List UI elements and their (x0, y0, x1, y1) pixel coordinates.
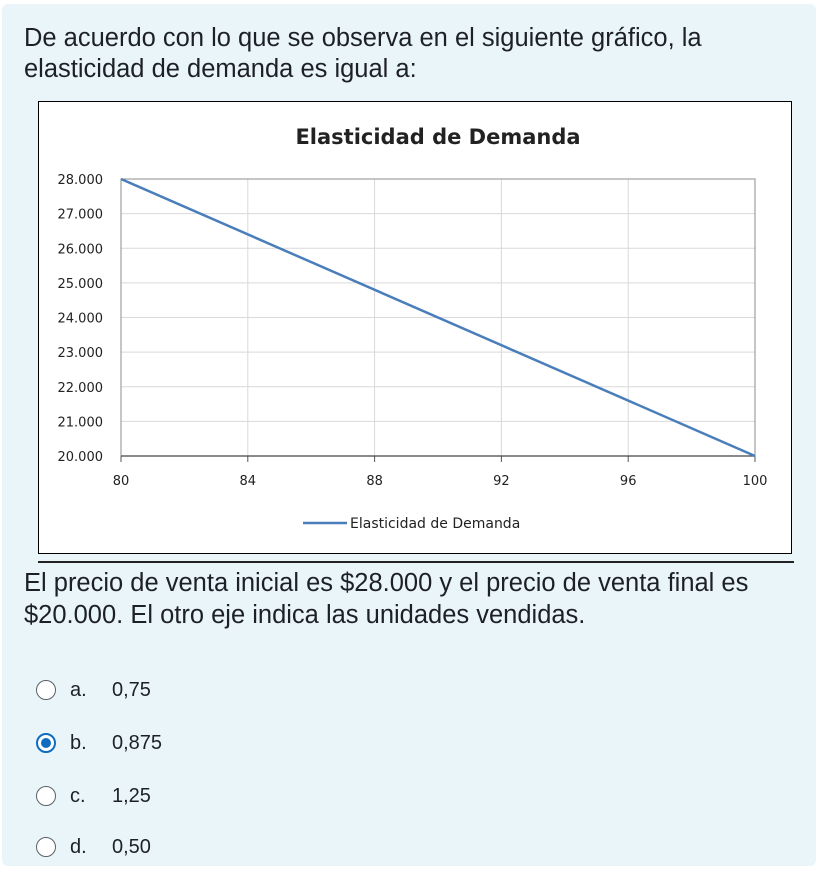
x-tick-label: 88 (366, 474, 383, 489)
statement-text: El precio de venta inicial es $28.000 y el precio de venta final es $20.000. El otro eje indica las unidades vendidas. (24, 569, 749, 629)
option-letter: b. (70, 731, 87, 754)
option-a[interactable] (36, 670, 151, 710)
option-c[interactable] (36, 776, 151, 816)
option-letter: d. (70, 835, 87, 858)
y-tick-label: 21.000 (57, 415, 103, 431)
radio-button-b[interactable] (36, 733, 56, 753)
chart-title: Elasticidad de Demanda (295, 125, 581, 149)
option-value: 0,75 (112, 678, 151, 701)
y-tick-label: 26.000 (57, 242, 103, 258)
y-tick-label: 22.000 (57, 380, 103, 396)
y-tick-label: 23.000 (57, 346, 103, 362)
y-tick-label: 28.000 (57, 173, 103, 188)
option-letter: c. (70, 784, 86, 807)
radio-button-c[interactable] (36, 786, 56, 806)
option-b[interactable] (36, 723, 162, 763)
x-tick-label: 96 (619, 474, 637, 489)
chart-container (38, 101, 792, 554)
question-text: De acuerdo con lo que se observa en el siguiente gráfico, la elasticidad de demanda es igual a: (24, 24, 702, 83)
option-value: 0,50 (112, 835, 151, 858)
radio-button-d[interactable] (36, 837, 56, 857)
chart-divider (38, 561, 794, 563)
option-value: 0,875 (112, 731, 163, 754)
x-tick-label: 92 (493, 474, 510, 489)
option-value: 1,25 (112, 784, 151, 807)
radio-button-a[interactable] (36, 680, 56, 700)
x-tick-label: 84 (239, 474, 257, 489)
option-d[interactable] (36, 827, 151, 867)
option-letter: a. (70, 678, 87, 701)
demand-chart (39, 102, 790, 552)
y-tick-label: 24.000 (57, 311, 103, 327)
y-tick-label: 25.000 (57, 276, 103, 292)
y-tick-label: 20.000 (57, 450, 103, 465)
x-tick-label: 100 (742, 474, 768, 489)
y-tick-label: 27.000 (57, 207, 103, 223)
legend-label: Elasticidad de Demanda (350, 516, 521, 532)
x-tick-label: 80 (112, 474, 130, 489)
